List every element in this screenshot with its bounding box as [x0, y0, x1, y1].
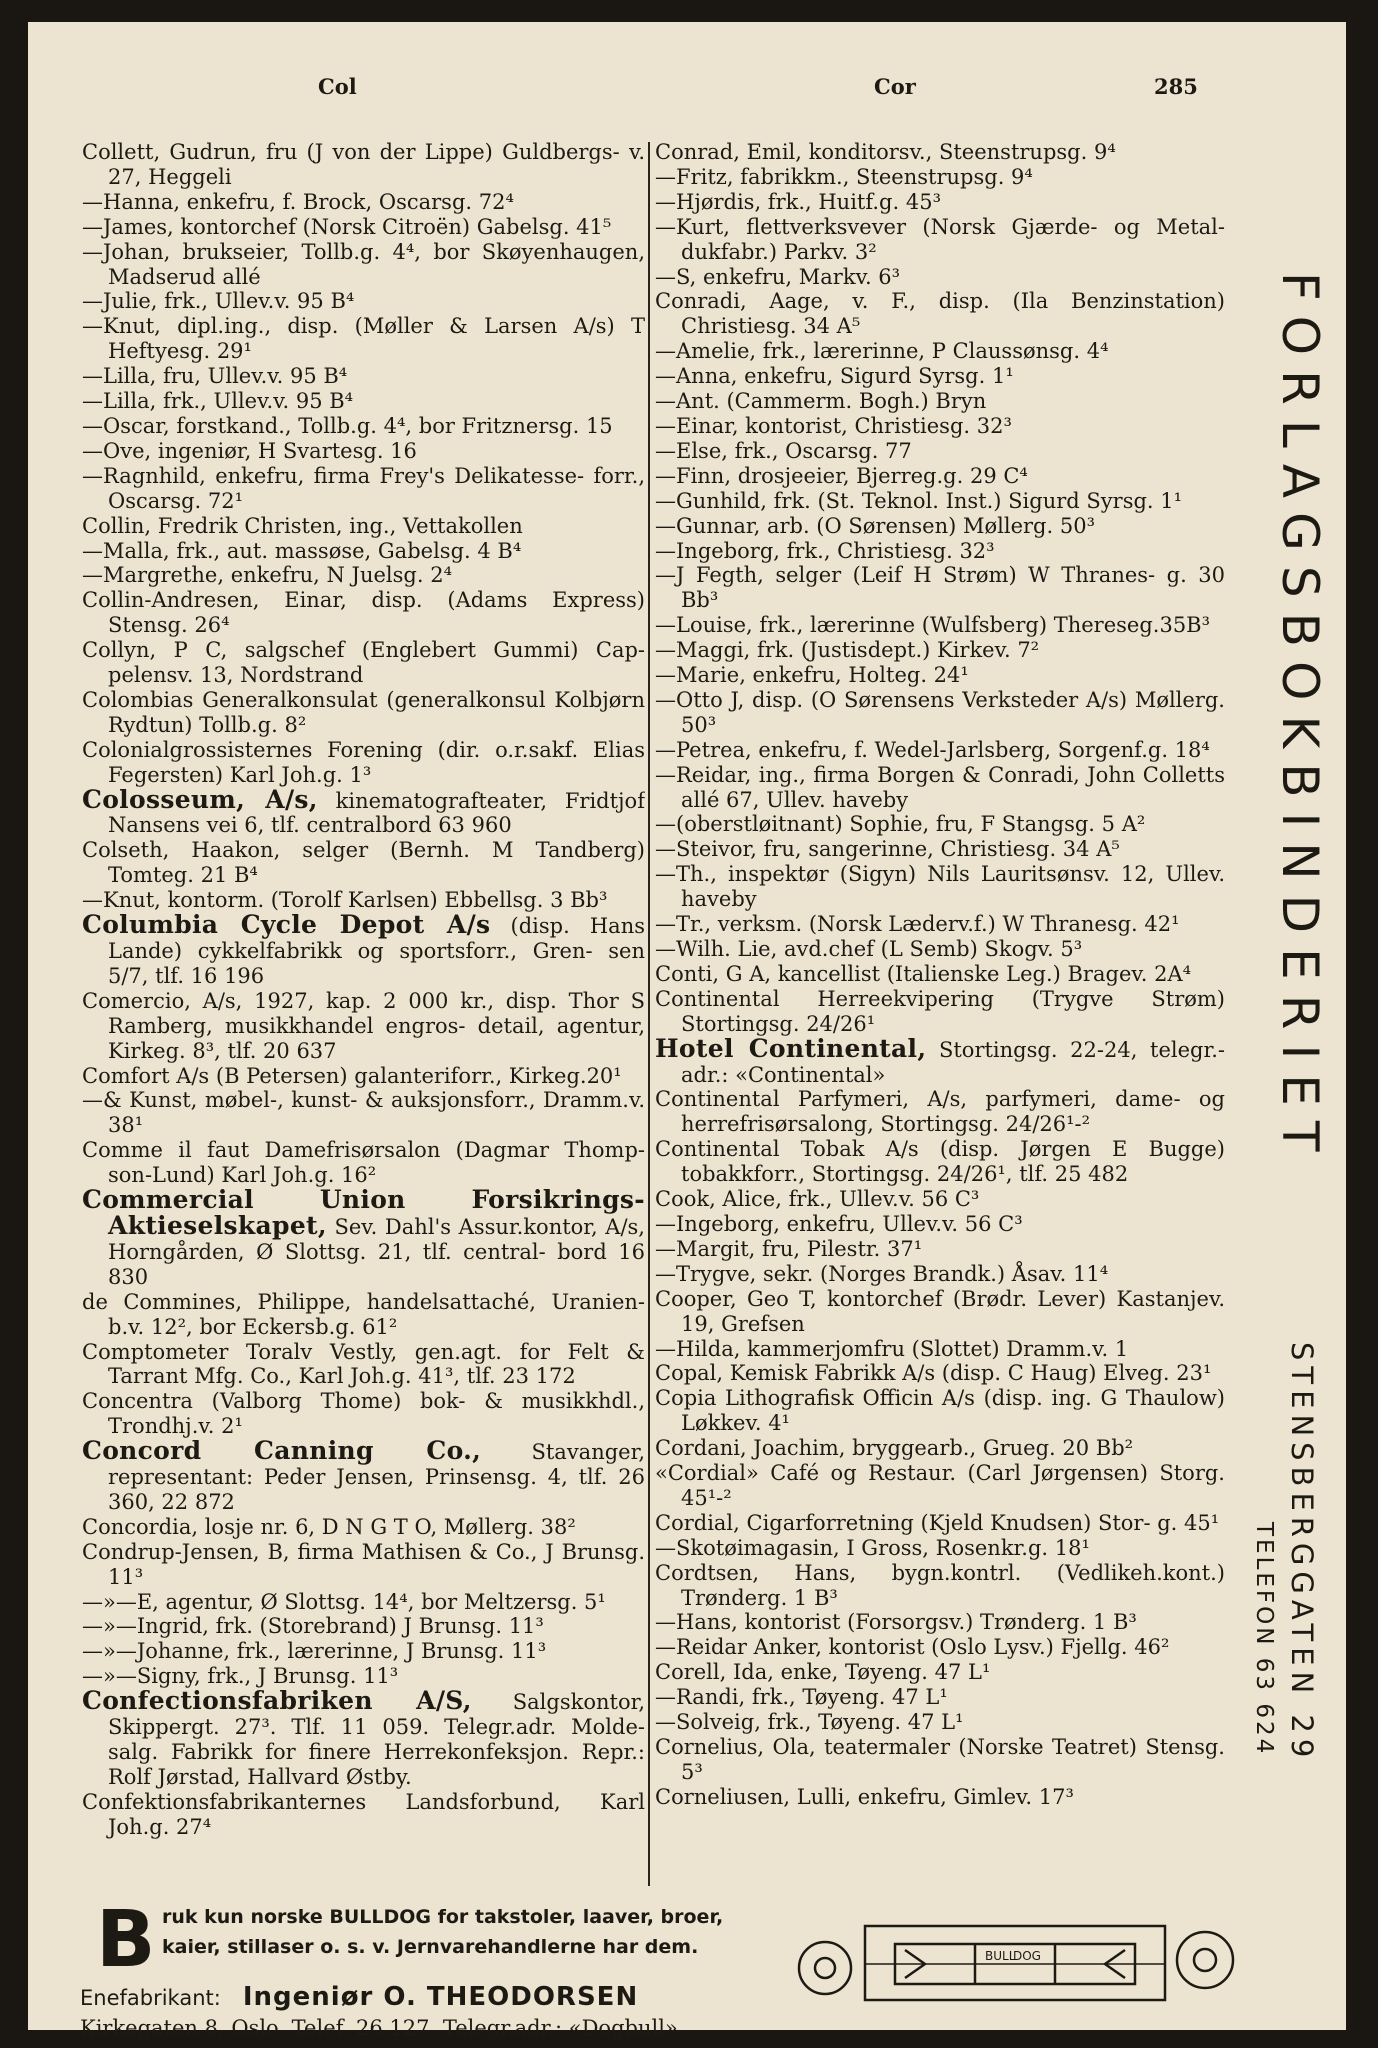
entry-text: Stavanger, representant: Peder Jensen, Prinsensg. 4, tlf. 26 360, 22 872 [108, 1440, 645, 1514]
directory-entry [655, 738, 1225, 763]
entry-text: —J Fegth, selger (Leif H Strøm) W Thranes- g. 30 Bb³ [655, 563, 1225, 613]
entry-text: Copia Lithografisk Officin A/s (disp. ing. G Thaulow) Løkkev. 4¹ [655, 1386, 1225, 1436]
advertisement [80, 1895, 1320, 2040]
entry-text: —Otto J, disp. (O Sørensens Verksteder A/s) Møllerg. 50³ [655, 687, 1225, 737]
directory-entry [655, 514, 1225, 539]
entry-text: Cooper, Geo T, kontorchef (Brødr. Lever) Kastanjev. 19, Grefsen [655, 1286, 1225, 1336]
directory-entry [82, 1138, 645, 1188]
directory-entry [82, 314, 645, 364]
entry-text: —Reidar, ing., firma Borgen & Conradi, John Colletts allé 67, Ullev. haveby [655, 762, 1225, 812]
logo-text-2: DOG [1013, 1949, 1041, 1963]
right-washer-icon [1177, 1932, 1233, 1988]
directory-page [28, 22, 1346, 2040]
entry-text: Colombias Generalkonsulat (generalkonsul Kolbjørn Rydtun) Tollb.g. 8² [82, 687, 645, 737]
entry-text: —Ove, ingeniør, H Svartesg. 16 [82, 438, 417, 463]
entry-name-bold: Concord Canning Co., [82, 1436, 482, 1466]
directory-entry [82, 1686, 645, 1790]
entry-text: Stortingsg. 22-24, telegr.- adr.: «Continental» [681, 1037, 1225, 1087]
entry-text: —Margrethe, enkefru, N Juelsg. 2⁴ [82, 563, 452, 588]
entry-text: Concentra (Valborg Thome) bok- & musikkhdl., Trondhj.v. 2¹ [82, 1389, 645, 1439]
entry-text: Continental Parfymeri, A/s, parfymeri, dame- og herrefrisørsalong, Stortingsg. 24/26¹-² [655, 1087, 1225, 1137]
directory-entry [655, 1436, 1225, 1461]
entry-text: —Hans, kontorist (Forsorgsv.) Trønderg. 1 B³ [655, 1610, 1137, 1635]
ad-line-1: ruk kun norske BULLDOG for takstoler, laaver, broer, [162, 1906, 724, 1928]
directory-entry [82, 1790, 645, 1840]
directory-entry [82, 190, 645, 215]
directory-entry [655, 1710, 1225, 1735]
directory-entry [655, 1461, 1225, 1511]
entry-text: Condrup-Jensen, B, firma Mathisen & Co., J Brunsg. 11³ [82, 1539, 645, 1589]
directory-entry [655, 1685, 1225, 1710]
entry-text: de Commines, Philippe, handelsattaché, Uranien- b.v. 12², bor Eckersb.g. 61² [82, 1289, 645, 1339]
entry-text: —Gunhild, frk. (St. Teknol. Inst.) Sigurd Syrsg. 1¹ [655, 488, 1183, 513]
directory-entry [82, 1290, 645, 1340]
entry-text: —Th., inspektør (Sigyn) Nils Lauritsønsv. 12, Ullev. haveby [655, 862, 1225, 912]
sidebar-title: FORLAGSBOKBINDERIET [1271, 272, 1329, 1167]
entry-text: —Ragnhild, enkefru, firma Frey's Delikatesse- forr., Oscarsg. 72¹ [82, 463, 645, 513]
entry-text: —Oscar, forstkand., Tollb.g. 4⁴, bor Fritznersg. 15 [82, 413, 613, 438]
directory-entry [655, 489, 1225, 514]
directory-entry [82, 784, 645, 839]
directory-entry [655, 1386, 1225, 1436]
entry-text: Sev. Dahl's Assur.kontor, A/s, Horngården, Ø Slottsg. 21, tlf. central- bord 16 830 [108, 1214, 645, 1289]
directory-entry [655, 215, 1225, 265]
entry-text: —Lilla, frk., Ullev.v. 95 B⁴ [82, 389, 354, 414]
entry-text: —Gunnar, arb. (O Sørensen) Møllerg. 50³ [655, 513, 1095, 538]
entry-text: Collyn, P C, salgschef (Englebert Gummi) Cap- pelensv. 13, Nordstrand [82, 638, 645, 688]
entry-name-bold: Columbia Cycle Depot A/s [82, 910, 491, 940]
entry-text: —Ant. (Cammerm. Bogh.) Bryn [655, 389, 987, 414]
entry-text: Concordia, losje nr. 6, D N G T O, Møllerg. 38² [82, 1514, 576, 1539]
entry-text: —S, enkefru, Markv. 6³ [655, 264, 901, 289]
entry-text: Colseth, Haakon, selger (Bernh. M Tandberg) Tomteg. 21 B⁴ [82, 838, 645, 888]
directory-entry [655, 688, 1225, 738]
entry-text: Continental Herreekvipering (Trygve Strøm) Stortingsg. 24/26¹ [655, 986, 1225, 1036]
entry-text: Conradi, Aage, v. F., disp. (Ila Benzinstation) Christiesg. 34 A⁵ [655, 289, 1225, 339]
entry-text: —Johan, brukseier, Tollb.g. 4⁴, bor Skøyenhaugen, Madserud allé [82, 239, 645, 289]
directory-entry [655, 1187, 1225, 1212]
directory-entry [655, 1262, 1225, 1287]
directory-entry [82, 1088, 645, 1138]
entry-text: Conrad, Emil, konditorsv., Steenstrupsg. 9⁴ [655, 140, 1116, 164]
directory-entry [82, 1436, 645, 1515]
directory-entry [655, 1337, 1225, 1362]
entry-text: Continental Tobak A/s (disp. Jørgen E Bugge) tobakkforr., Stortingsg. 24/26¹, tlf. 25 482 [655, 1137, 1225, 1187]
directory-entry [655, 1660, 1225, 1685]
entry-text: Cornelius, Ola, teatermaler (Norske Teatret) Stensg. 5³ [655, 1735, 1225, 1784]
entry-text: kinematografteater, Fridtjof Nansens vei 6, tlf. centralbord 63 960 [108, 788, 645, 838]
entry-name-bold: Commercial Union Forsikrings- Aktieselskapet, [82, 1185, 645, 1240]
entry-text: Comfort A/s (B Petersen) galanteriforr., Kirkeg.20¹ [82, 1063, 622, 1088]
entry-text: —Louise, frk., lærerinne (Wulfsberg) Thereseg.35B³ [655, 613, 1211, 638]
directory-entry [655, 464, 1225, 489]
entry-text: Corell, Ida, enke, Tøyeng. 47 L¹ [655, 1660, 991, 1685]
directory-entry [655, 837, 1225, 862]
directory-entry [655, 140, 1225, 165]
entry-text: —Skotøimagasin, I Gross, Rosenkr.g. 18¹ [655, 1535, 1090, 1560]
directory-entry [82, 688, 645, 738]
left-washer-icon [799, 1942, 851, 1994]
entry-text: —& Kunst, møbel-, kunst- & auksjonsforr., Dramm.v. 38¹ [82, 1088, 645, 1138]
entry-text: —Randi, frk., Tøyeng. 47 L¹ [655, 1685, 948, 1710]
directory-entry [655, 265, 1225, 290]
directory-entry [82, 215, 645, 240]
entry-text: Cordtsen, Hans, bygn.kontrl. (Vedlikeh.kont.) Trønderg. 1 B³ [655, 1560, 1225, 1610]
directory-entry [655, 1287, 1225, 1337]
directory-entry [82, 389, 645, 414]
ad-maker-name: Ingeniør O. THEODORSEN [242, 1982, 639, 2012]
ad-initial-letter: B [96, 1895, 156, 1985]
entry-text: Collett, Gudrun, fru (J von der Lippe) Guldbergs- v. 27, Heggeli [82, 140, 645, 189]
directory-entry [655, 1361, 1225, 1386]
directory-entry [82, 638, 645, 688]
entry-name-bold: Confectionsfabriken A/S, [82, 1686, 472, 1716]
directory-entry [655, 1087, 1225, 1137]
ad-contact: Kirkegaten 8, Oslo. Telef. 26 127. Telegr.adr.: «Dogbull» [80, 2016, 678, 2040]
entry-text: —Kurt, flettverksvever (Norsk Gjærde- og Metal- dukfabr.) Parkv. 3² [655, 214, 1225, 264]
entry-text: (disp. Hans Lande) cykkelfabrikk og sportsforr., Gren- sen 5/7, tlf. 16 196 [108, 914, 645, 988]
directory-entry [655, 1033, 1225, 1088]
directory-entry [655, 165, 1225, 190]
directory-entry [655, 389, 1225, 414]
entry-name-bold: Hotel Continental, [655, 1033, 927, 1063]
right-column [655, 140, 1225, 1882]
entry-text: —Hilda, kammerjomfru (Slottet) Dramm.v. 1 [655, 1336, 1129, 1361]
header-left-guide: Col [318, 74, 357, 99]
directory-entry [82, 414, 645, 439]
entry-text: —»—Johanne, frk., lærerinne, J Brunsg. 11³ [82, 1639, 547, 1664]
directory-entry [655, 1511, 1225, 1536]
ad-maker-label: Enefabrikant: [80, 1986, 221, 2010]
entry-text: —Marie, enkefru, Holteg. 24¹ [655, 663, 969, 688]
directory-entry [655, 638, 1225, 663]
entry-text: —Petrea, enkefru, f. Wedel-Jarlsberg, Sorgenf.g. 18⁴ [655, 737, 1210, 762]
entry-name-bold: Colosseum, A/s, [82, 784, 318, 814]
entry-text: Collin-Andresen, Einar, disp. (Adams Express) Stensg. 26⁴ [82, 588, 645, 638]
directory-entry [82, 539, 645, 564]
entry-text: —Amelie, frk., lærerinne, P Claussønsg. 4⁴ [655, 339, 1109, 364]
entry-text: —Trygve, sekr. (Norges Brandk.) Åsav. 11⁴ [655, 1261, 1109, 1286]
entry-text: —James, kontorchef (Norsk Citroën) Gabelsg. 41⁵ [82, 214, 612, 239]
entry-text: —Knut, dipl.ing., disp. (Møller & Larsen A/s) T Heftyesg. 29¹ [82, 314, 645, 364]
directory-entry [655, 613, 1225, 638]
entry-text: Collin, Fredrik Christen, ing., Vettakollen [82, 513, 523, 538]
directory-entry [82, 989, 645, 1064]
entry-text: —Knut, kontorm. (Torolf Karlsen) Ebbellsg. 3 Bb³ [82, 888, 608, 913]
entry-text: —Ingeborg, enkefru, Ullev.v. 56 C³ [655, 1211, 1023, 1236]
ad-maker [80, 1982, 638, 2012]
entry-text: —Einar, kontorist, Christiesg. 32³ [655, 413, 1012, 438]
header-right-guide: Cor [874, 74, 916, 99]
directory-entry [82, 1590, 645, 1615]
directory-entry [82, 514, 645, 539]
directory-entry [82, 1614, 645, 1639]
entry-text: —Fritz, fabrikkm., Steenstrupsg. 9⁴ [655, 164, 1033, 189]
sidebar-address: STENSBERGGATEN 29 [1285, 1342, 1319, 1764]
directory-entry [82, 563, 645, 588]
bulldog-connector-illustration [795, 1898, 1235, 2034]
directory-entry [655, 1785, 1225, 1810]
entry-text: —Hanna, enkefru, f. Brock, Oscarsg. 72⁴ [82, 189, 514, 214]
logo-text-1: BULL [985, 1949, 1016, 1963]
directory-entry [82, 588, 645, 638]
column-divider [648, 142, 650, 1886]
entry-text: Cook, Alice, frk., Ullev.v. 56 C³ [655, 1187, 980, 1212]
directory-entry [82, 1515, 645, 1540]
entry-text: —Lilla, fru, Ullev.v. 95 B⁴ [82, 364, 348, 389]
entry-text: —Tr., verksm. (Norsk Læderv.f.) W Thranesg. 42¹ [655, 912, 1180, 937]
directory-entry [655, 190, 1225, 215]
entry-text: «Cordial» Café og Restaur. (Carl Jørgensen) Storg. 45¹-² [655, 1461, 1225, 1510]
entry-text: Corneliusen, Lulli, enkefru, Gimlev. 17³ [655, 1784, 1074, 1809]
entry-text: Comme il faut Damefrisørsalon (Dagmar Thomp- son-Lund) Karl Joh.g. 16² [82, 1138, 645, 1188]
entry-text: —Reidar Anker, kontorist (Oslo Lysv.) Fjellg. 46² [655, 1635, 1170, 1660]
entry-text: —Steivor, fru, sangerinne, Christiesg. 34 A⁵ [655, 837, 1120, 862]
entry-text: —Hjørdis, frk., Huitf.g. 45³ [655, 189, 941, 214]
directory-entry [655, 1735, 1225, 1785]
entry-text: —Solveig, frk., Tøyeng. 47 L¹ [655, 1710, 964, 1735]
directory-entry [82, 439, 645, 464]
entry-text: —Else, frk., Oscarsg. 77 [655, 438, 912, 463]
entry-text: Cordani, Joachim, bryggearb., Grueg. 20 Bb² [655, 1436, 1134, 1461]
sidebar-phone: TELEFON 63 624 [1251, 1522, 1277, 1757]
entry-text: —»—E, agentur, Ø Slottsg. 14⁴, bor Meltzersg. 5¹ [82, 1589, 606, 1614]
directory-entry [82, 140, 645, 190]
directory-entry [655, 937, 1225, 962]
directory-entry [655, 1237, 1225, 1262]
directory-entry [655, 1561, 1225, 1611]
entry-text: Cordial, Cigarforretning (Kjeld Knudsen) Stor- g. 45¹ [655, 1510, 1220, 1535]
ad-line-2: kaier, stillaser o. s. v. Jernvarehandlerne har dem. [162, 1936, 699, 1958]
directory-entry [655, 987, 1225, 1037]
directory-entry [655, 1212, 1225, 1237]
entry-text: —Margit, fru, Pilestr. 37¹ [655, 1236, 923, 1261]
entry-text: Confektionsfabrikanternes Landsforbund, Karl Joh.g. 27⁴ [82, 1789, 645, 1839]
directory-entry [655, 364, 1225, 389]
directory-entry [655, 912, 1225, 937]
directory-entry [655, 414, 1225, 439]
directory-entry [82, 1185, 645, 1290]
directory-entry [655, 1137, 1225, 1187]
directory-entry [655, 1635, 1225, 1660]
page-number: 285 [1154, 74, 1198, 99]
entry-text: —»—Ingrid, frk. (Storebrand) J Brunsg. 11³ [82, 1614, 544, 1639]
directory-entry [655, 1536, 1225, 1561]
directory-entry [82, 1639, 645, 1664]
directory-entry [82, 910, 645, 989]
entry-text: —(oberstløitnant) Sophie, fru, F Stangsg. 5 A² [655, 812, 1146, 837]
entry-text: Colonialgrossisternes Forening (dir. o.r.sakf. Elias Fegersten) Karl Joh.g. 1³ [82, 737, 645, 787]
directory-entry [82, 1340, 645, 1390]
entry-text: —Malla, frk., aut. massøse, Gabelsg. 4 B⁴ [82, 538, 522, 563]
entry-text: —Ingeborg, frk., Christiesg. 32³ [655, 538, 995, 563]
directory-entry [655, 812, 1225, 837]
directory-entry [82, 289, 645, 314]
directory-entry [655, 563, 1225, 613]
directory-entry [82, 1389, 645, 1439]
directory-entry [655, 862, 1225, 912]
directory-entry [655, 763, 1225, 813]
directory-entry [82, 364, 645, 389]
entry-text: Copal, Kemisk Fabrikk A/s (disp. C Haug) Elveg. 23¹ [655, 1361, 1212, 1386]
directory-entry [655, 339, 1225, 364]
entry-text: Salgskontor, Skippergt. 27³. Tlf. 11 059. Telegr.adr. Molde- salg. Fabrikk for finere Herrekonfeksjon. Repr.: Rolf Jørstad, Hallvard Østby. [108, 1690, 645, 1789]
entry-text: —Anna, enkefru, Sigurd Syrsg. 1¹ [655, 364, 1014, 389]
directory-entry [82, 1540, 645, 1590]
entry-text: —Finn, drosjeeier, Bjerreg.g. 29 C⁴ [655, 463, 1028, 488]
entry-text: —Maggi, frk. (Justisdept.) Kirkev. 7² [655, 638, 1040, 663]
entry-text: —Julie, frk., Ullev.v. 95 B⁴ [82, 289, 355, 314]
directory-entry [655, 539, 1225, 564]
directory-entry [82, 738, 645, 788]
entry-text: —Wilh. Lie, avd.chef (L Semb) Skogv. 5³ [655, 937, 1083, 961]
directory-entry [655, 289, 1225, 339]
entry-text: Comercio, A/s, 1927, kap. 2 000 kr., disp. Thor S Ramberg, musikkhandel engros- detail, agentur, Kirkeg. 8³, tlf. 20 637 [82, 988, 645, 1063]
directory-entry [82, 240, 645, 290]
left-column [82, 140, 645, 1882]
directory-entry [82, 464, 645, 514]
directory-entry [655, 962, 1225, 987]
directory-entry [82, 838, 645, 888]
directory-entry [655, 663, 1225, 688]
directory-entry [655, 1610, 1225, 1635]
entry-text: Comptometer Toralv Vestly, gen.agt. for Felt & Tarrant Mfg. Co., Karl Joh.g. 41³, tlf. 23 172 [82, 1339, 645, 1389]
entry-text: —»—Signy, frk., J Brunsg. 11³ [82, 1664, 399, 1689]
directory-entry [655, 439, 1225, 464]
entry-text: Conti, G A, kancellist (Italienske Leg.) Bragev. 2A⁴ [655, 961, 1192, 986]
directory-entry [82, 1064, 645, 1089]
